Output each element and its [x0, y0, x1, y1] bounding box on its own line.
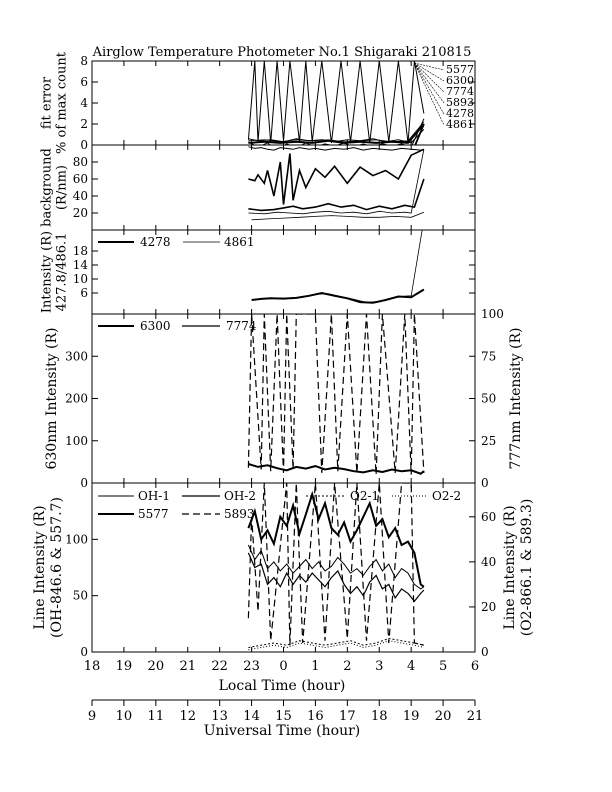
series-line-7774	[248, 149, 424, 214]
x-tick-label: 5	[438, 659, 448, 674]
y-right-tick-label: 25	[481, 433, 497, 448]
ut-tick-label: 19	[402, 709, 420, 724]
y-axis-label: 427.8/486.1	[54, 232, 70, 312]
ut-tick-label: 11	[147, 709, 165, 724]
y-axis-label: Line Intensity (R)	[32, 505, 48, 630]
legend-label: 5577	[446, 63, 474, 76]
y-right-tick-label: 0	[481, 476, 489, 490]
series-line-7774	[248, 119, 424, 151]
legend-label: 5893	[446, 96, 474, 109]
y-tick-label: 40	[72, 189, 88, 203]
y-right-tick-label: 20	[481, 599, 497, 614]
y-tick-label: 8	[80, 54, 88, 68]
legend-red	[98, 319, 257, 333]
legend-label: OH-2	[224, 489, 256, 503]
ut-tick-label: 14	[243, 709, 260, 724]
panel-bg	[40, 145, 476, 230]
y-tick-label: 200	[65, 391, 88, 406]
y-axis-label: fit error	[39, 76, 55, 130]
x-tick-label: 4	[407, 659, 416, 674]
series-line-oh-1	[248, 545, 424, 589]
y-right-tick-label: 0	[481, 645, 489, 659]
y-tick-label: 0	[80, 476, 88, 490]
y-tick-label: 0	[80, 645, 88, 659]
legend-label: O2-2	[432, 489, 462, 503]
x-tick-label: 18	[83, 659, 101, 674]
series-line-6300	[248, 464, 424, 474]
y-right-axis-label: Line Intensity (R)	[502, 505, 518, 630]
y-tick-label: 100	[65, 532, 88, 547]
y-right-tick-label: 60	[481, 509, 497, 524]
ut-tick-label: 9	[87, 709, 97, 724]
panel-blue	[40, 220, 476, 315]
legend-label: 4861	[224, 235, 255, 249]
ut-tick-label: 13	[211, 709, 228, 724]
legend-label: 6300	[140, 319, 171, 333]
y-right-tick-label: 100	[481, 307, 504, 321]
y-axis-label: (OH-846.6 & 557.7)	[49, 497, 65, 638]
y-tick-label: 60	[72, 172, 88, 186]
y-tick-label: 50	[72, 588, 88, 603]
y-tick-label: 18	[72, 244, 88, 258]
y-tick-label: 4	[80, 96, 88, 110]
y-tick-label: 0	[80, 138, 88, 152]
legend-leader	[414, 63, 444, 114]
ut-tick-label: 15	[275, 709, 292, 724]
series-line-5577	[248, 147, 424, 150]
ut-tick-label: 17	[339, 709, 356, 724]
y-tick-label: 6	[80, 286, 88, 300]
panel-frame	[92, 145, 475, 230]
panel-frame	[92, 314, 475, 483]
x-tick-label: 2	[343, 659, 352, 674]
panel-line	[32, 483, 535, 659]
series-line-4861	[248, 122, 424, 142]
local-time-axis	[84, 659, 479, 674]
legend-blue	[98, 235, 255, 249]
x-tick-label: 22	[211, 659, 228, 674]
ut-tick-label: 12	[179, 709, 197, 724]
ut-tick-label: 20	[434, 709, 452, 724]
universal-time-label: Universal Time (hour)	[203, 723, 361, 739]
legend-label: 5577	[138, 507, 169, 521]
panels	[32, 51, 535, 659]
y-axis-label: 630nm Intensity (R)	[44, 327, 60, 470]
series-line-5893	[248, 483, 424, 645]
universal-time-axis	[88, 700, 483, 724]
y-right-axis-label: 777nm Intensity (R)	[508, 327, 524, 470]
legend-label: 4861	[446, 118, 474, 131]
series-line-4861	[252, 220, 424, 303]
y-axis-label: Intensity (R)	[39, 230, 55, 314]
legend-label: 5893	[224, 507, 255, 521]
y-tick-label: 20	[72, 206, 88, 220]
y-right-tick-label: 50	[481, 391, 497, 406]
y-tick-label: 80	[72, 155, 88, 169]
y-tick-label: 2	[80, 117, 88, 131]
legend-label: OH-1	[138, 489, 170, 503]
y-tick-label: 10	[72, 272, 88, 286]
y-tick-label: 6	[80, 75, 88, 89]
series-group	[248, 483, 424, 650]
ut-tick-label: 10	[115, 709, 133, 724]
y-right-tick-label: 75	[481, 349, 497, 364]
legend-label: 4278	[140, 235, 171, 249]
series-group	[252, 220, 424, 303]
legend-label: 7774	[226, 319, 257, 333]
panel-fit	[40, 51, 476, 157]
legend-label: O2-1	[350, 489, 380, 503]
series-line-4278	[252, 212, 424, 220]
x-tick-label: 20	[147, 659, 165, 674]
ut-tick-label: 16	[307, 709, 324, 724]
series-group	[248, 61, 424, 158]
series-line-6300	[248, 61, 424, 143]
ut-tick-label: 18	[370, 709, 388, 724]
legend-label: 4278	[446, 107, 474, 120]
legend-leader	[414, 63, 444, 125]
y-axis-label: background	[39, 148, 55, 227]
local-time-label: Local Time (hour)	[218, 678, 346, 694]
series-line-5893	[248, 149, 424, 204]
legend-label: 7774	[446, 85, 474, 98]
x-tick-label: 0	[279, 659, 288, 674]
x-tick-label: 3	[375, 659, 384, 674]
series-group	[248, 147, 424, 220]
y-tick-label: 100	[65, 433, 88, 448]
series-group	[248, 314, 424, 475]
ut-tick-label: 21	[466, 709, 484, 724]
y-tick-label: 14	[72, 258, 88, 272]
series-line-o2-1	[248, 639, 424, 648]
x-tick-label: 23	[243, 659, 260, 674]
x-tick-label: 19	[115, 659, 133, 674]
x-tick-label: 6	[470, 659, 480, 674]
panel-red	[44, 307, 524, 490]
y-axis-label: (R/nm)	[54, 164, 70, 211]
legend-label: 6300	[446, 74, 474, 87]
series-line-7774	[248, 314, 424, 475]
series-line-o2-2	[248, 641, 424, 650]
y-tick-label: 300	[65, 349, 88, 364]
x-tick-label: 21	[179, 659, 197, 674]
x-tick-label: 1	[311, 659, 320, 674]
chart-title: Airglow Temperature Photometer No.1 Shigaraki 210815	[92, 45, 472, 60]
y-right-axis-label: (O2-866.1 & 589.3)	[519, 498, 535, 637]
y-right-tick-label: 40	[481, 554, 497, 569]
y-axis-label: % of max count	[54, 52, 70, 154]
